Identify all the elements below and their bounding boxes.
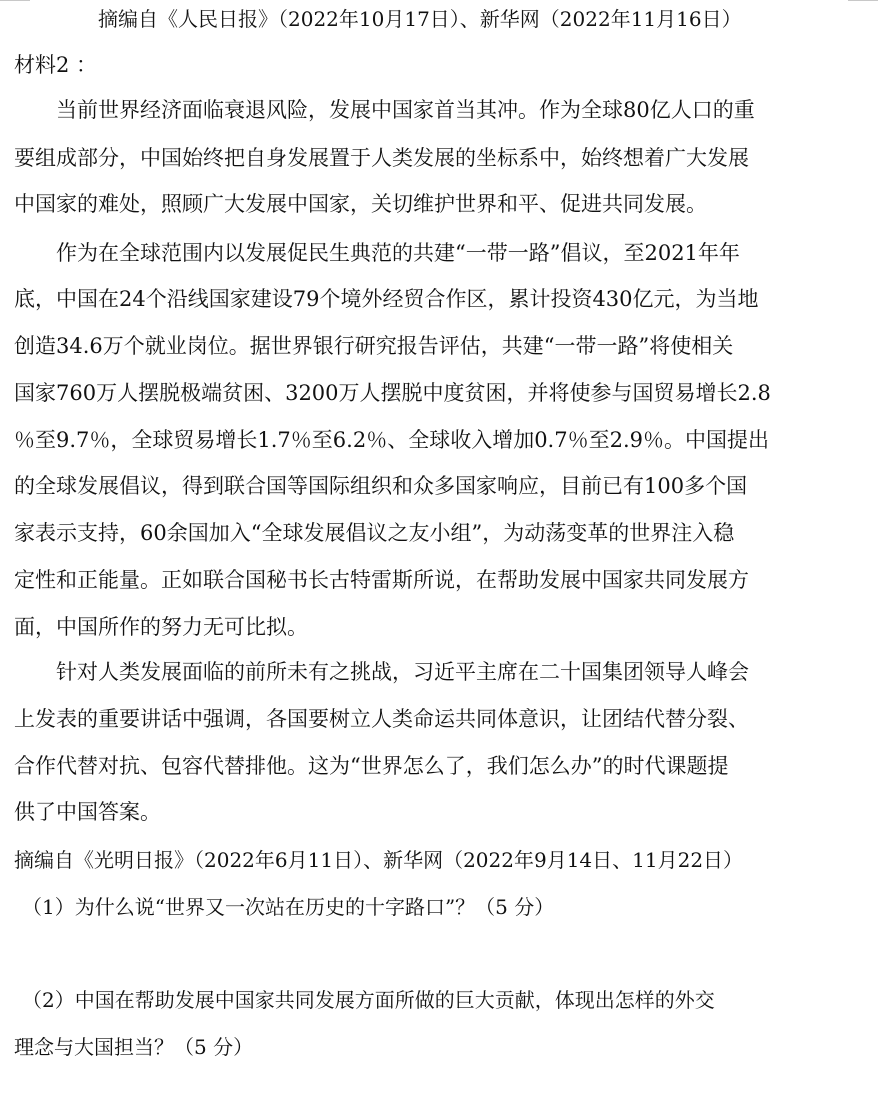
paragraph-1-line: 要组成部分，中国始终把自身发展置于人类发展的坐标系中，始终想着广大发展 <box>14 146 749 170</box>
paragraph-3-line: 针对人类发展面临的前所未有之挑战，习近平主席在二十国集团领导人峰会 <box>56 660 749 684</box>
paragraph-2-line: 定性和正能量。正如联合国秘书长古特雷斯所说，在帮助发展中国家共同发展方 <box>14 568 749 592</box>
paragraph-2-line: 作为在全球范围内以发展促民生典范的共建“一带一路”倡议，至2021年年 <box>56 241 740 265</box>
question-2-line-2: 理念与大国担当？（5 分） <box>14 1035 254 1059</box>
paragraph-2-line: 国家760万人摆脱极端贫困、3200万人摆脱中度贫困，并将使参与国贸易增长2.8 <box>14 381 771 405</box>
paragraph-1-line: 当前世界经济面临衰退风险，发展中国家首当其冲。作为全球80亿人口的重 <box>56 98 755 122</box>
paragraph-2-line: ％至9.7％，全球贸易增长1.7％至6.2％、全球收入增加0.7％至2.9％。中国提出 <box>14 428 769 452</box>
paragraph-2-line: 底，中国在24个沿线国家建设79个境外经贸合作区，累计投资430亿元，为当地 <box>14 287 759 311</box>
paragraph-1-line: 中国家的难处，照顾广大发展中国家，关切维护世界和平、促进共同发展。 <box>14 192 707 216</box>
paragraph-2-line: 面，中国所作的努力无可比拟。 <box>14 615 308 639</box>
paragraph-3-line: 合作代替对抗、包容代替排他。这为“世界怎么了，我们怎么办”的时代课题提 <box>14 754 729 778</box>
paragraph-2-line: 家表示支持，60余国加入“全球发展倡议之友小组”，为动荡变革的世界注入稳 <box>14 521 735 545</box>
source-citation-1: 摘编自《人民日报》（2022年10月17日）、新华网（2022年11月16日） <box>98 7 742 31</box>
paragraph-2-line: 创造34.6万个就业岗位。据世界银行研究报告评估，共建“一带一路”将使相关 <box>14 334 734 358</box>
page-corner-mark-right <box>848 0 878 4</box>
question-1: （1）为什么说“世界又一次站在历史的十字路口”？（5 分） <box>22 895 555 919</box>
paragraph-3-line: 上发表的重要讲话中强调，各国要树立人类命运共同体意识，让团结代替分裂、 <box>14 707 749 731</box>
material-label: 材料2 ： <box>14 53 98 77</box>
source-citation-2: 摘编自《光明日报》（2022年6月11日）、新华网（2022年9月14日、11月22日） <box>14 848 744 872</box>
page-corner-mark-left <box>0 0 30 4</box>
question-2-line-1: （2）中国在帮助发展中国家共同发展方面所做的巨大贡献，体现出怎样的外交 <box>22 988 715 1012</box>
paragraph-2-line: 的全球发展倡议，得到联合国等国际组织和众多国家响应，目前已有100多个国 <box>14 474 748 498</box>
paragraph-3-line: 供了中国答案。 <box>14 800 161 824</box>
